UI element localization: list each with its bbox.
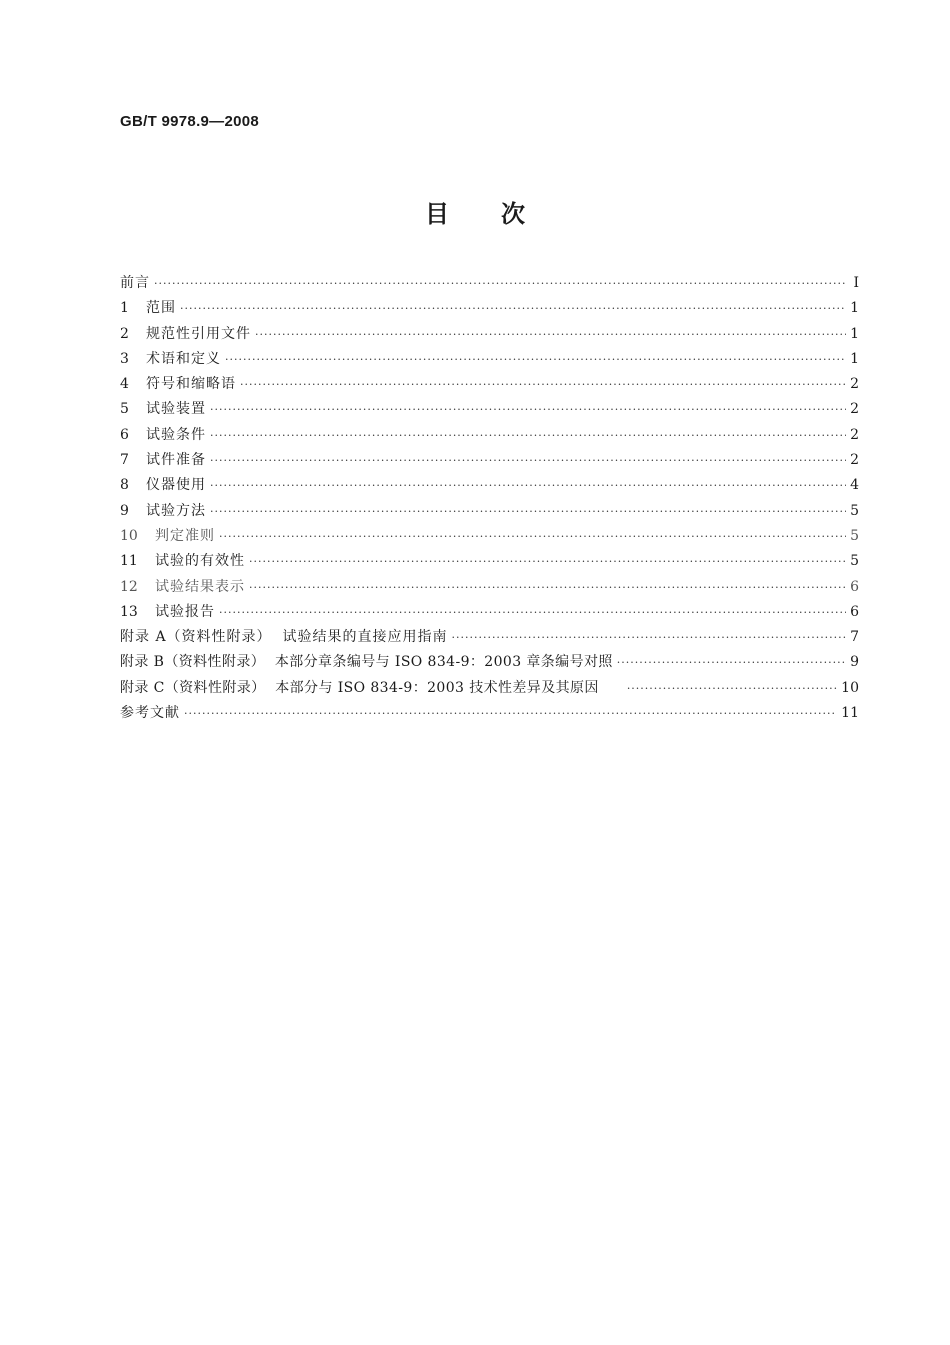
dot-leader [184, 701, 837, 726]
dot-leader [240, 372, 846, 397]
toc-entry-8[interactable] [120, 473, 859, 498]
toc-entry-page: 5 [850, 553, 859, 570]
toc-entry-page: 1 [850, 350, 859, 367]
dot-leader [219, 524, 846, 549]
page-title: 目次 [425, 199, 577, 228]
toc-entry-page: 11 [841, 705, 859, 722]
toc-entry-page: 2 [850, 376, 859, 393]
toc-entry-number: 2 [120, 325, 129, 342]
toc-entry-label: 仪器使用 [146, 477, 206, 494]
toc-entry-page: 6 [850, 578, 859, 595]
toc-entry-page: 1 [850, 300, 859, 317]
dot-leader [210, 499, 846, 524]
toc-entry-number: 13 [120, 603, 138, 620]
toc-entry-label: 试验装置 [146, 401, 206, 418]
toc-entry-label: 试验的有效性 [155, 553, 245, 570]
toc-entry-page: 9 [850, 654, 859, 671]
toc-entry-page: 10 [841, 679, 859, 696]
toc-entry-page: 2 [850, 452, 859, 469]
toc-entry-13[interactable] [120, 600, 859, 625]
toc-entry-annex-b[interactable] [120, 650, 859, 675]
toc-entry-2[interactable] [120, 322, 859, 347]
dot-leader [225, 347, 846, 372]
dot-leader [210, 423, 846, 448]
dot-leader [255, 322, 846, 347]
toc-entry-label: 试验条件 [146, 426, 206, 443]
toc-entry-9[interactable] [120, 499, 859, 524]
standard-code: GB/T 9978.9—2008 [120, 113, 260, 130]
toc-entry-page: 4 [850, 477, 859, 494]
toc-entry-1[interactable] [120, 296, 859, 321]
toc-entry-number: 3 [120, 350, 129, 367]
toc-entry-page: 2 [850, 401, 859, 418]
toc-entry-label: 参考文献 [120, 705, 180, 722]
toc-entry-annex-a[interactable] [120, 625, 859, 650]
toc-entry-annex-c[interactable] [120, 676, 859, 701]
dot-leader [249, 549, 846, 574]
dot-leader [210, 397, 846, 422]
toc-entry-label: 附录 A（资料性附录） 试验结果的直接应用指南 [120, 629, 448, 646]
toc-entry-7[interactable] [120, 448, 859, 473]
toc-entry-5[interactable] [120, 397, 859, 422]
toc-entry-preface[interactable] [120, 271, 859, 296]
toc-entry-page: 1 [850, 325, 859, 342]
dot-leader [451, 625, 846, 650]
toc-entry-label: 规范性引用文件 [146, 325, 251, 342]
table-of-contents [120, 271, 859, 726]
dot-leader [219, 600, 846, 625]
toc-entry-label: 附录 B（资料性附录） 本部分章条编号与 ISO 834-9：2003 章条编号对照 [120, 654, 613, 671]
toc-entry-6[interactable] [120, 423, 859, 448]
toc-entry-number: 5 [120, 401, 129, 418]
dot-leader [180, 296, 846, 321]
toc-entry-3[interactable] [120, 347, 859, 372]
toc-entry-12[interactable] [120, 575, 859, 600]
dot-leader [210, 473, 846, 498]
toc-entry-references[interactable] [120, 701, 859, 726]
toc-entry-label: 符号和缩略语 [146, 376, 236, 393]
toc-entry-label: 试验结果表示 [155, 578, 245, 595]
toc-entry-10[interactable] [120, 524, 859, 549]
toc-entry-11[interactable] [120, 549, 859, 574]
dot-leader [617, 650, 846, 675]
toc-entry-label: 术语和定义 [146, 350, 221, 367]
toc-entry-number: 1 [120, 300, 129, 317]
toc-entry-number: 11 [120, 553, 138, 570]
toc-entry-label: 判定准则 [155, 527, 215, 544]
toc-entry-page: 5 [850, 502, 859, 519]
dot-leader [210, 448, 846, 473]
dot-leader [154, 271, 847, 296]
toc-entry-number: 12 [120, 578, 138, 595]
toc-entry-number: 9 [120, 502, 129, 519]
toc-entry-label: 试验报告 [155, 603, 215, 620]
toc-entry-page: 6 [850, 603, 859, 620]
toc-entry-label: 试验方法 [146, 502, 206, 519]
toc-entry-page: 2 [850, 426, 859, 443]
toc-entry-page: 5 [850, 527, 859, 544]
toc-entry-page: Ⅰ [853, 275, 859, 291]
toc-entry-page: 7 [850, 629, 859, 646]
toc-entry-number: 8 [120, 477, 129, 494]
toc-entry-4[interactable] [120, 372, 859, 397]
toc-entry-number: 6 [120, 426, 129, 443]
toc-entry-number: 10 [120, 527, 138, 544]
dot-leader [249, 575, 846, 600]
toc-entry-label: 前言 [120, 275, 150, 291]
toc-entry-number: 4 [120, 376, 129, 393]
toc-entry-label: 附录 C（资料性附录） 本部分与 ISO 834-9：2003 技术性差异及其原因 [120, 679, 599, 696]
dot-leader [627, 676, 837, 701]
toc-entry-label: 试件准备 [146, 452, 206, 469]
toc-entry-number: 7 [120, 452, 129, 469]
toc-entry-label: 范围 [146, 300, 176, 317]
